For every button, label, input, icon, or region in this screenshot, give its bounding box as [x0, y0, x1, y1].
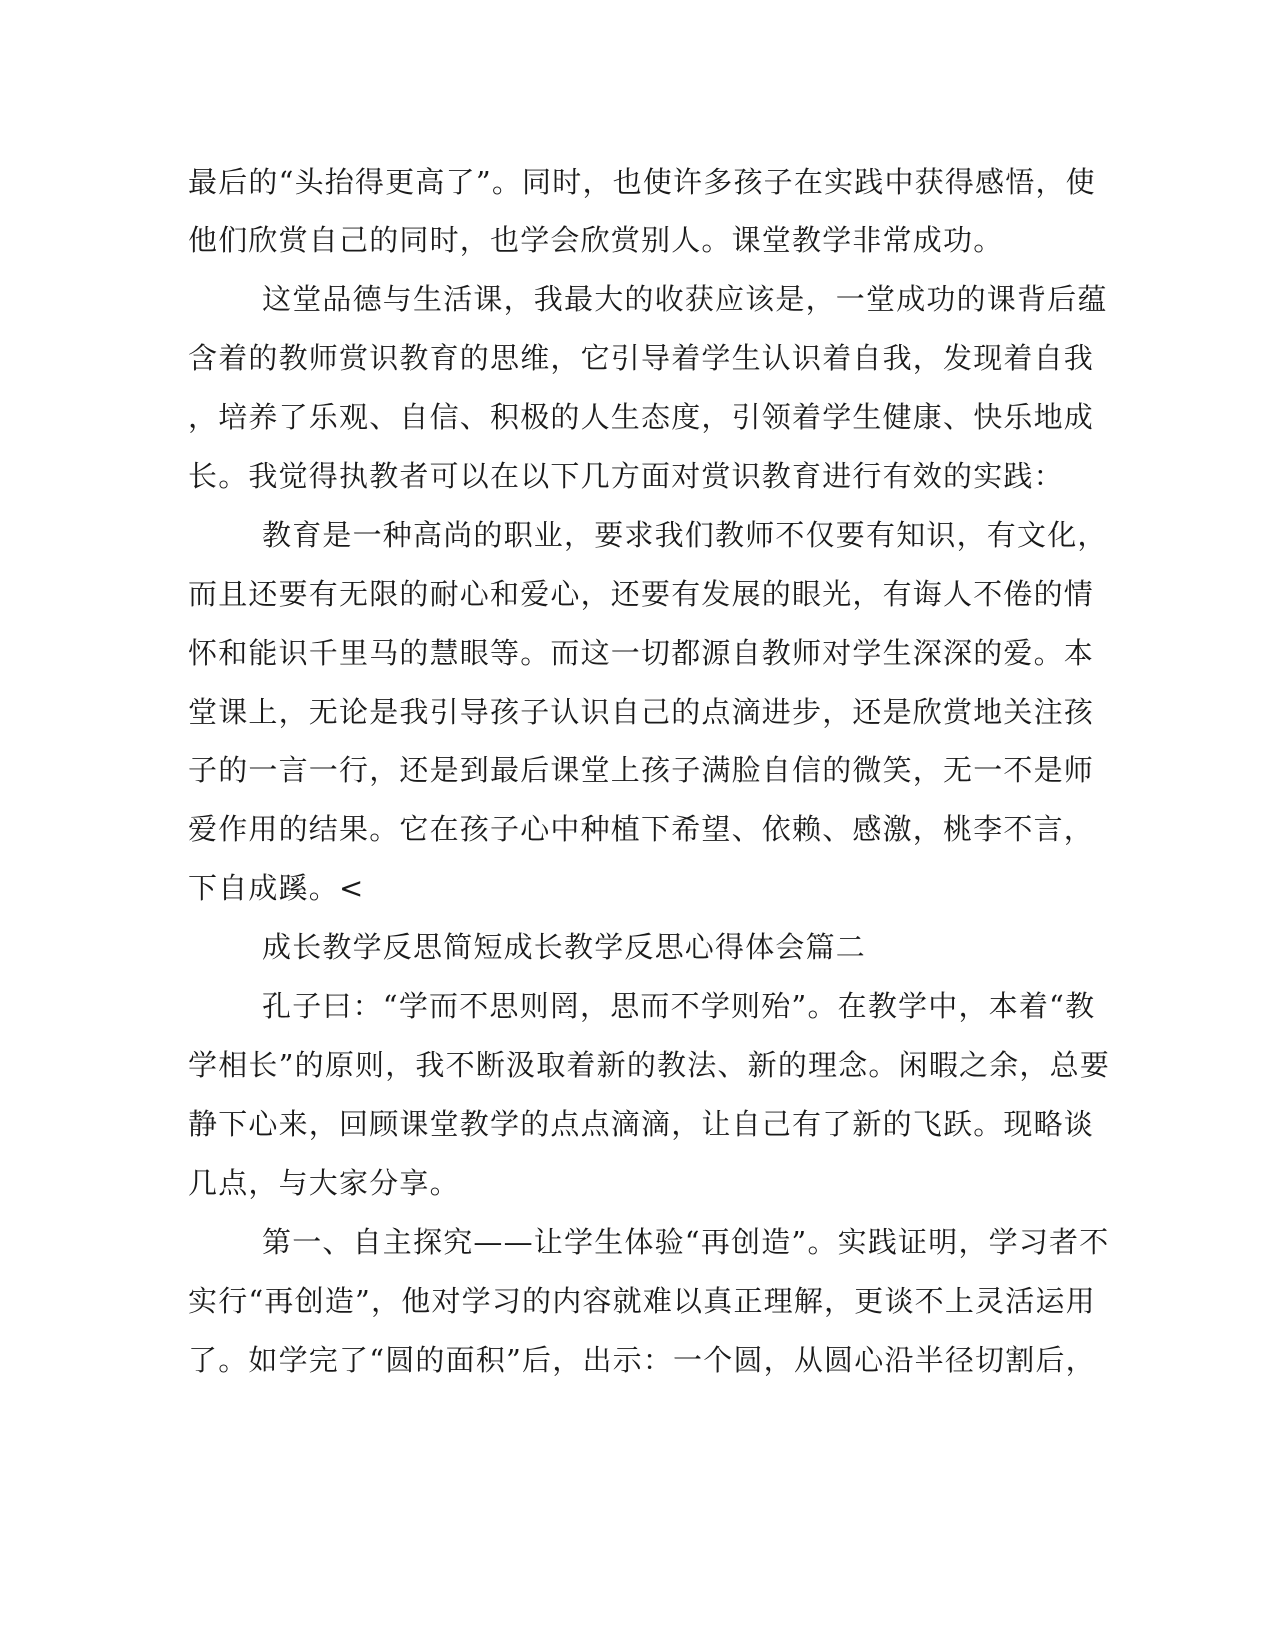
- text-line: 爱作用的结果。它在孩子心中种植下希望、依赖、感激，桃李不言，: [188, 812, 1095, 846]
- text-line: 最后的“头抬得更高了”。同时，也使许多孩子在实践中获得感悟，使: [188, 165, 1096, 199]
- text-line: 教育是一种高尚的职业，要求我们教师不仅要有知识，有文化，: [262, 518, 1108, 552]
- text-line: 实行“再创造”，他对学习的内容就难以真正理解，更谈不上灵活运用: [188, 1284, 1096, 1318]
- text-line: 孔子曰：“学而不思则罔，思而不学则殆”。在教学中，本着“教: [262, 989, 1096, 1023]
- text-line: 了。如学完了“圆的面积”后，出示：一个圆，从圆心沿半径切割后，: [188, 1343, 1096, 1377]
- text-line: 这堂品德与生活课，我最大的收获应该是，一堂成功的课背后蕴: [262, 282, 1108, 316]
- text-line: 长。我觉得执教者可以在以下几方面对赏识教育进行有效的实践：: [188, 459, 1064, 493]
- text-line: 他们欣赏自己的同时，也学会欣赏别人。课堂教学非常成功。: [188, 223, 1004, 257]
- text-line: 子的一言一行，还是到最后课堂上孩子满脸自信的微笑，无一不是师: [188, 753, 1095, 787]
- text-line: 学相长”的原则，我不断汲取着新的教法、新的理念。闲暇之余，总要: [188, 1048, 1111, 1082]
- text-line: 而且还要有无限的耐心和爱心，还要有发展的眼光，有诲人不倦的情: [188, 577, 1095, 611]
- section-heading: 成长教学反思简短成长教学反思心得体会篇二: [262, 930, 867, 964]
- text-line: 第一、自主探究——让学生体验“再创造”。实践证明，学习者不: [262, 1225, 1110, 1259]
- text-line: 含着的教师赏识教育的思维，它引导着学生认识着自我，发现着自我: [188, 341, 1095, 375]
- text-line: 静下心来，回顾课堂教学的点点滴滴，让自己有了新的飞跃。现略谈: [188, 1107, 1095, 1141]
- text-line: 几点，与大家分享。: [188, 1166, 460, 1200]
- text-line: 下自成蹊。<: [188, 871, 365, 905]
- text-line: ，培养了乐观、自信、积极的人生态度，引领着学生健康、快乐地成: [188, 400, 1095, 434]
- text-line: 怀和能识千里马的慧眼等。而这一切都源自教师对学生深深的爱。本: [188, 636, 1095, 670]
- text-line: 堂课上，无论是我引导孩子认识自己的点滴进步，还是欣赏地关注孩: [188, 695, 1095, 729]
